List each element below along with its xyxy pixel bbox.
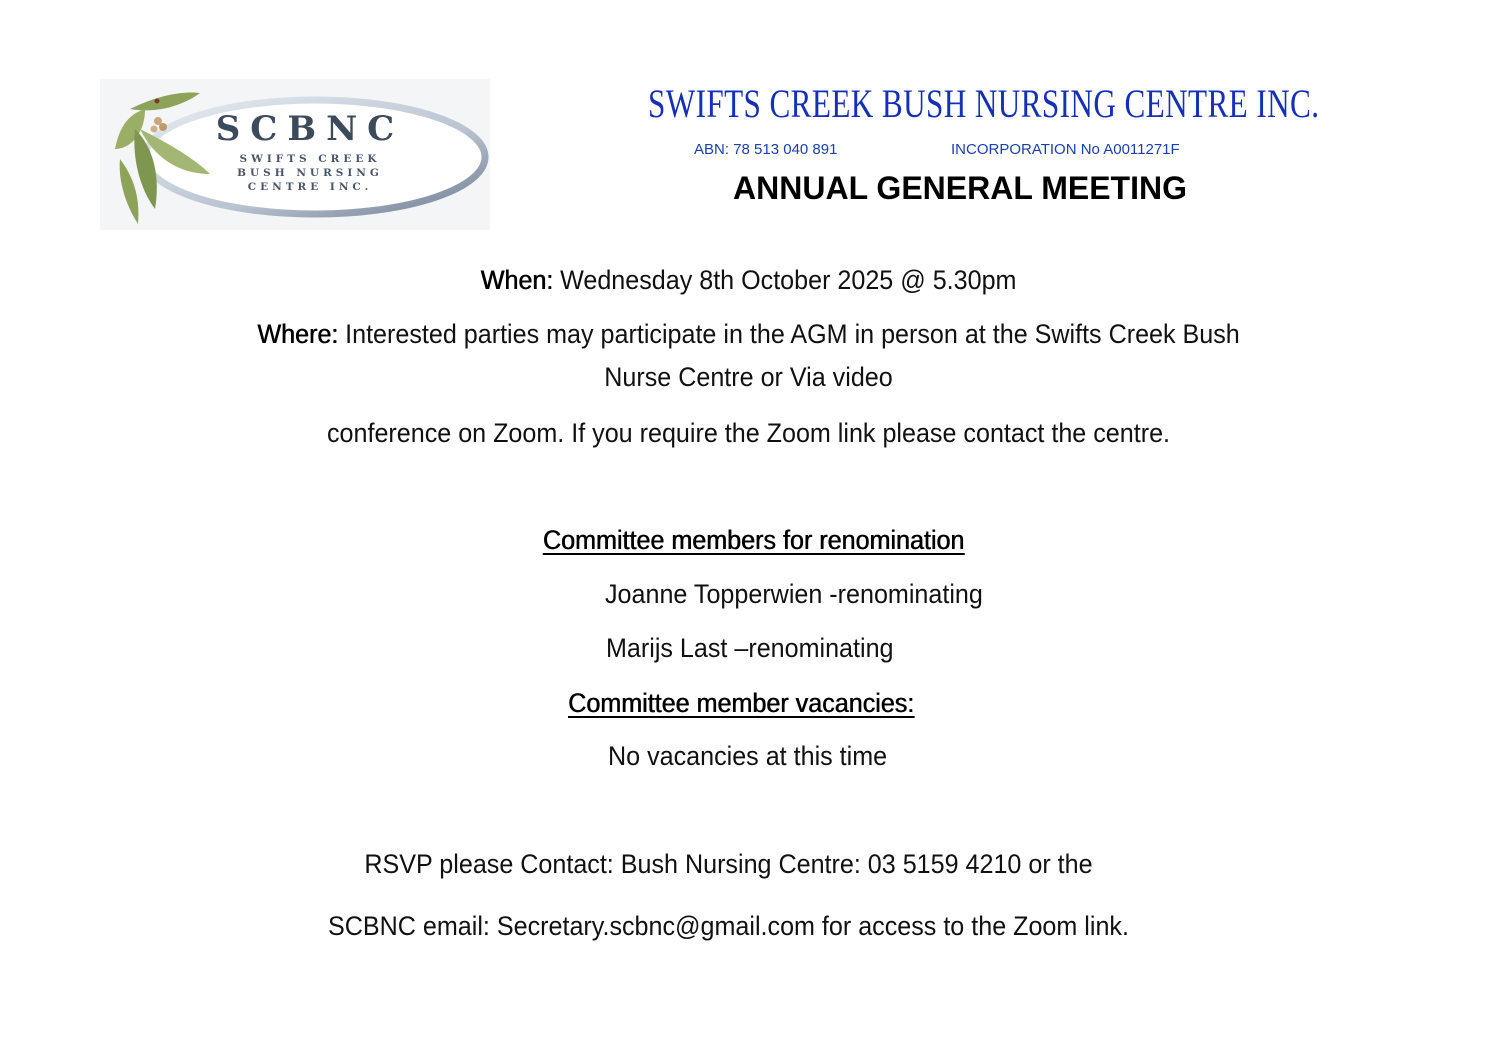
logo-subtitle-line: CENTRE INC. [247,181,373,193]
where-text-continued: Nurse Centre or Via video [604,362,893,392]
committee-member: Joanne Topperwien -renominating [605,579,983,609]
vacancies-heading: Committee member vacancies: [568,688,915,718]
scbnc-logo [100,79,490,230]
when-label: When: [480,265,554,295]
abn-number: ABN: 78 513 040 891 [694,141,838,158]
when-value: Wednesday 8th October 2025 @ 5.30pm [560,265,1017,295]
rsvp-phone-line: RSVP please Contact: Bush Nursing Centre: 03 5159 4210 or the [364,849,1093,879]
where-line [52,319,1444,350]
logo-acronym: SCBNC [215,109,405,149]
where-label: Where: [257,319,339,349]
vacancies-text: No vacancies at this time [608,741,888,771]
organization-name: SWIFTS CREEK BUSH NURSING CENTRE INC. [648,81,1320,126]
where-text: Interested parties may participate in the AGM in person at the Swifts Creek Bush [345,319,1240,349]
committee-member: Marijs Last –renominating [606,633,894,663]
when-line [52,265,1444,296]
logo-subtitle-line: SWIFTS CREEK [239,153,381,165]
page-title: ANNUAL GENERAL MEETING [733,170,1187,206]
rsvp-email-line: SCBNC email: Secretary.scbnc@gmail.com for access to the Zoom link. [328,911,1129,941]
incorporation-number: INCORPORATION No A0011271F [951,141,1180,158]
zoom-info-text: conference on Zoom. If you require the Zoom link please contact the centre. [326,418,1171,448]
logo-subtitle-line: BUSH NURSING [237,167,383,179]
renomination-heading: Committee members for renomination [542,525,965,555]
